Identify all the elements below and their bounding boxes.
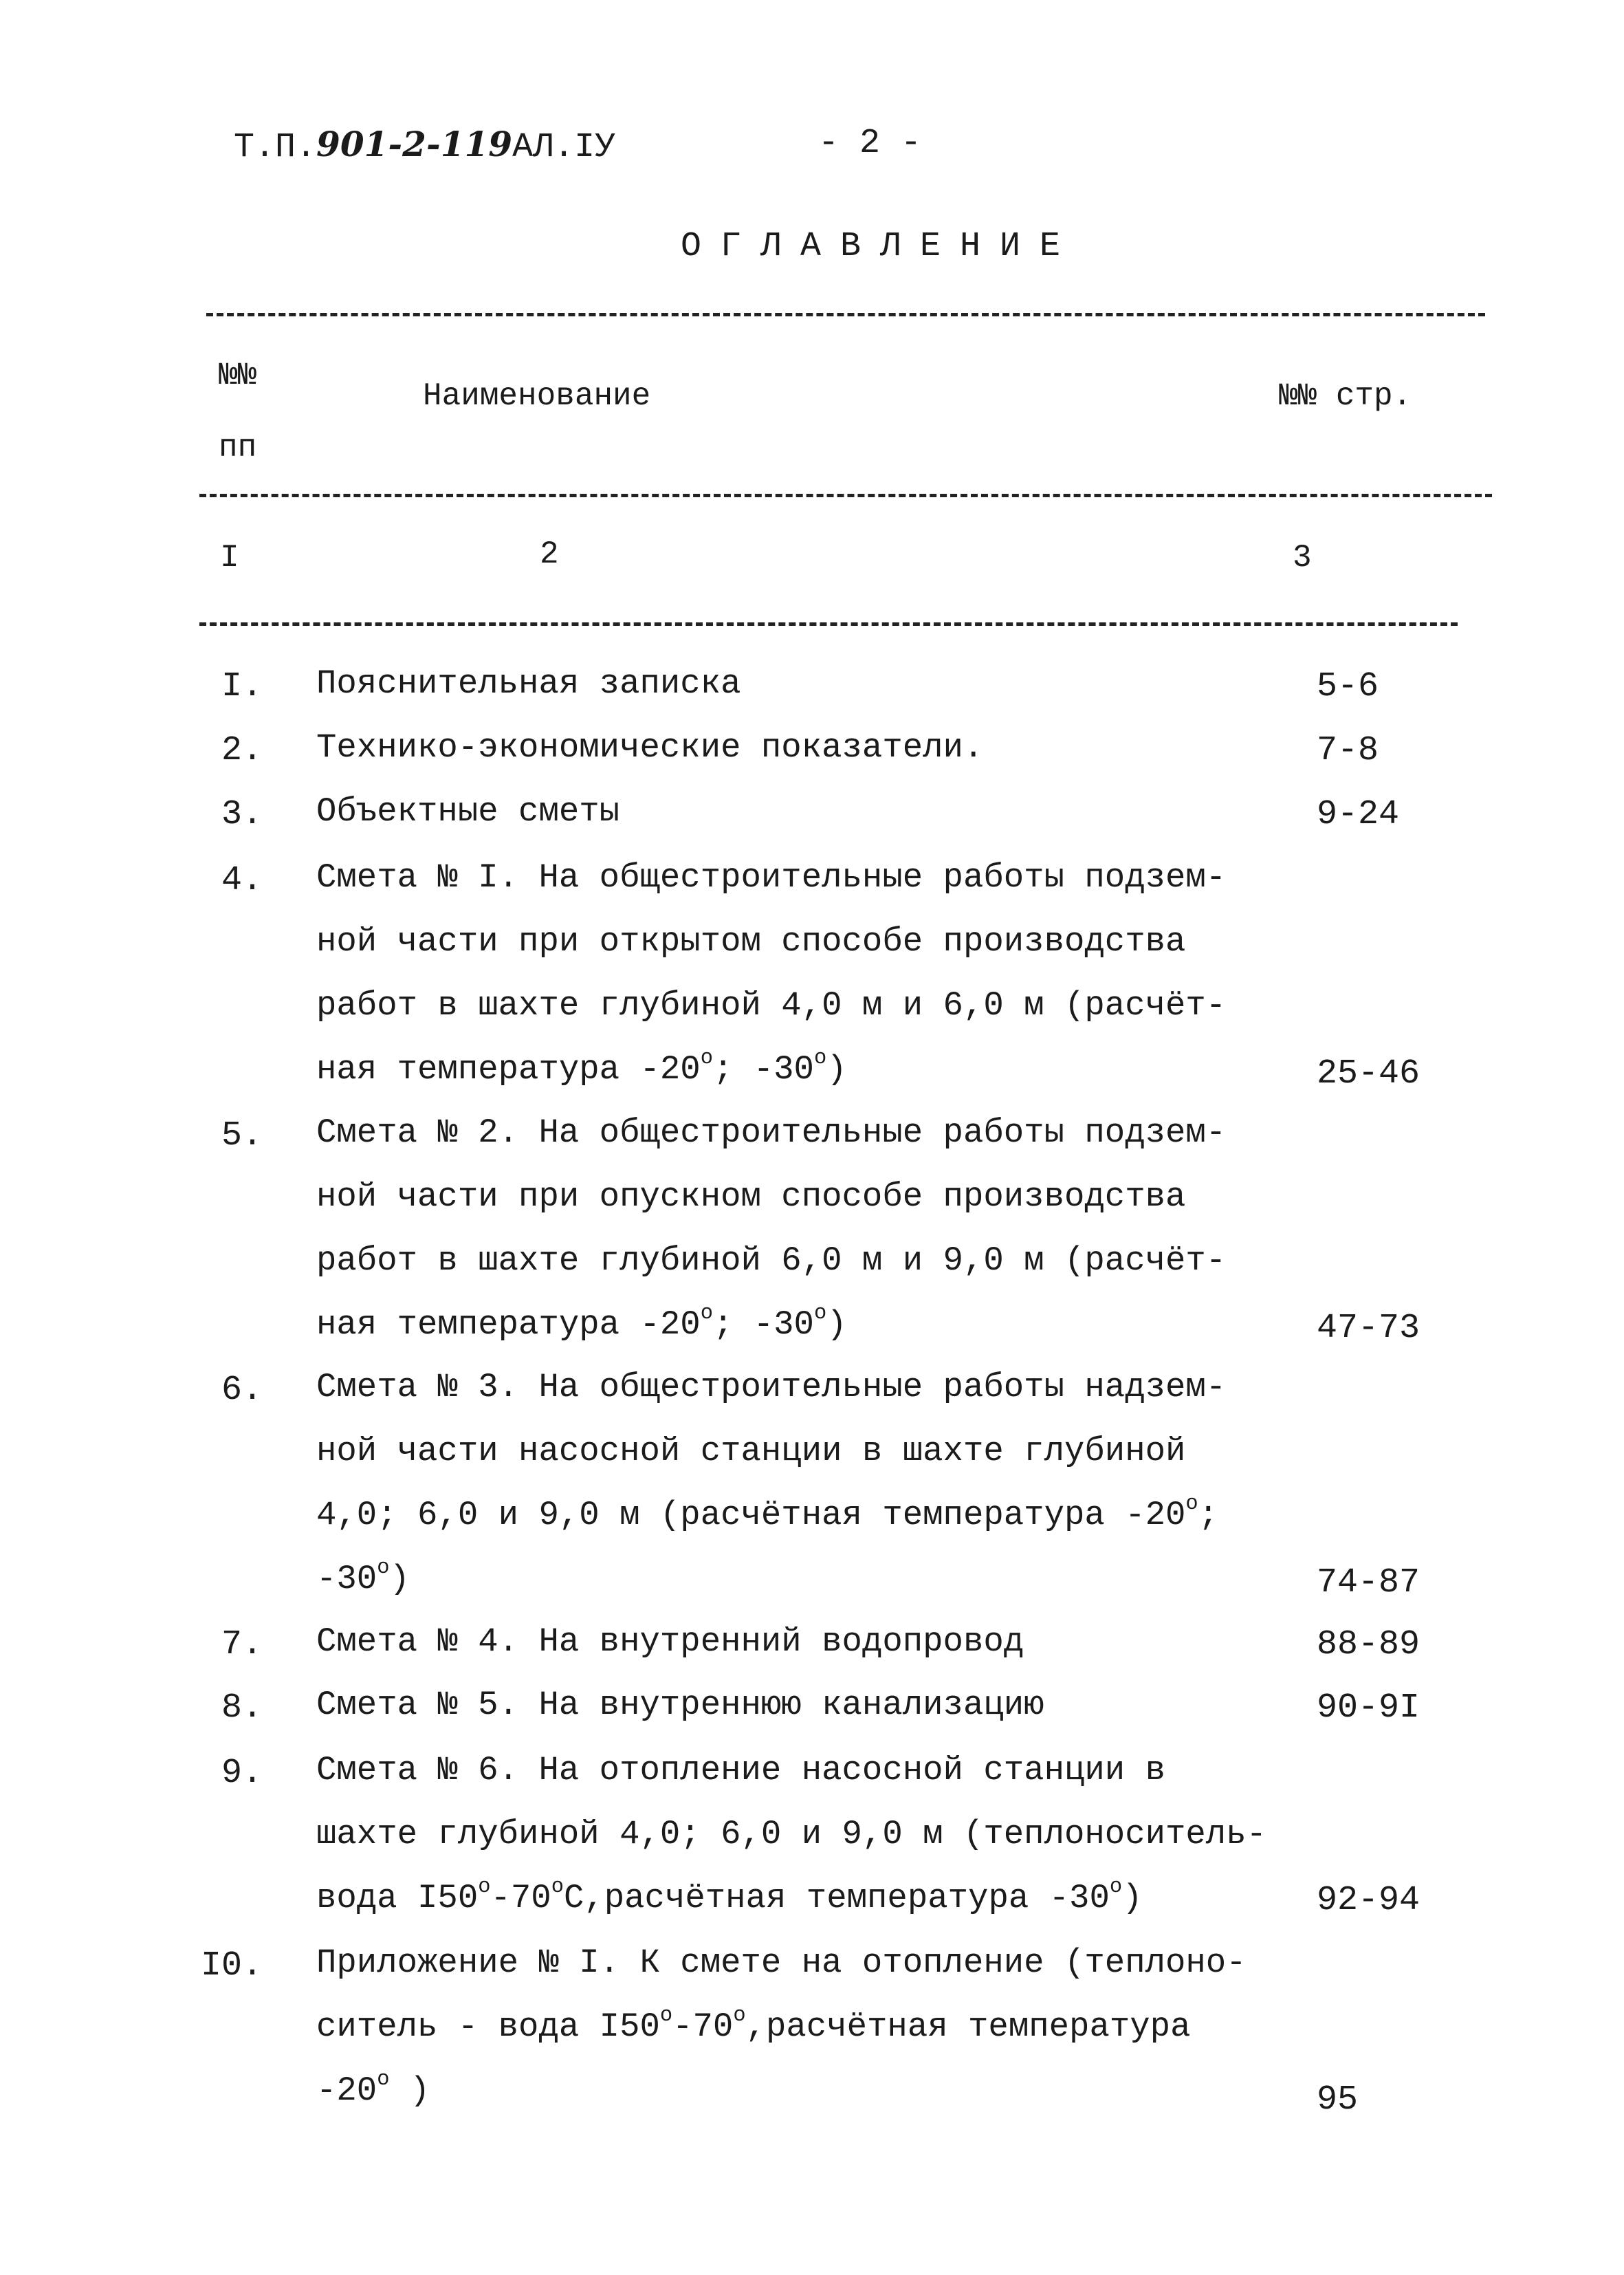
entry-description-line: -20$^o$ ) — [316, 2068, 430, 2110]
entry-number: 6. — [221, 1371, 263, 1410]
entry-description-line: Смета № 2. На общестроительные работы подзем- — [316, 1113, 1227, 1152]
entry-number: 2. — [221, 731, 263, 770]
entry-description-line: работ в шахте глубиной 4,0 м и 6,0 м (расчёт- — [316, 986, 1227, 1025]
document-code — [234, 124, 615, 167]
entry-description-line: вода I50$^o$-70$^o$С,расчётная температура -30$^o$) — [316, 1875, 1143, 1917]
entry-number: 7. — [221, 1625, 263, 1664]
entry-number: 4. — [221, 861, 263, 900]
entry-description-line: Приложение № I. К смете на отопление (теплоно- — [316, 1944, 1247, 1982]
divider-bottom — [199, 622, 1458, 626]
entry-number: 8. — [221, 1688, 263, 1728]
col-number-1: I — [220, 540, 239, 576]
col-pages-label: №№ стр. — [1279, 378, 1412, 414]
entry-description-line: -30$^o$) — [316, 1556, 410, 1598]
entry-pages: 90-9I — [1317, 1688, 1420, 1728]
entry-number: 9. — [221, 1754, 263, 1793]
page-number: - 2 - — [818, 124, 922, 163]
entry-number: I. — [221, 667, 263, 706]
col-number-2: 2 — [540, 536, 559, 572]
entry-pages: 9-24 — [1317, 795, 1400, 834]
col-name-label: Наименование — [423, 378, 651, 414]
code-suffix: АЛ.IУ — [512, 128, 616, 167]
page-title: ОГЛАВЛЕНИЕ — [681, 227, 1080, 266]
entry-description-line: Объектные сметы — [316, 792, 620, 831]
entry-pages: 47-73 — [1317, 1309, 1420, 1348]
divider-top — [206, 313, 1485, 316]
entry-description-line: шахте глубиной 4,0; 6,0 и 9,0 м (теплоноситель- — [316, 1815, 1267, 1853]
entry-description-line: ной части насосной станции в шахте глубиной — [316, 1432, 1186, 1470]
entry-description-line: Смета № 5. На внутреннюю канализацию — [316, 1686, 1044, 1724]
divider-middle — [199, 494, 1492, 497]
entry-description-line: Технико-экономические показатели. — [316, 728, 984, 767]
entry-description-line: Смета № 6. На отопление насосной станции в — [316, 1751, 1166, 1789]
entry-description-line: Смета № 3. На общестроительные работы надзем- — [316, 1368, 1227, 1406]
entry-description-line: Смета № I. На общестроительные работы подзем- — [316, 858, 1227, 897]
col-num-label-top: №№ — [219, 358, 257, 393]
code-handwritten: 901-2-119 — [316, 124, 513, 164]
entry-number: 5. — [221, 1116, 263, 1155]
entry-pages: 95 — [1317, 2080, 1359, 2120]
entry-description-line: 4,0; 6,0 и 9,0 м (расчётная температура -20$^o$; — [316, 1492, 1219, 1534]
entry-description-line: ная температура -20$^o$; -30$^o$) — [316, 1047, 847, 1089]
entry-pages: 74-87 — [1317, 1563, 1420, 1602]
entry-number: I0. — [200, 1946, 263, 1985]
col-number-3: 3 — [1293, 540, 1312, 576]
entry-pages: 25-46 — [1317, 1054, 1420, 1093]
entry-description-line: Пояснительная записка — [316, 664, 741, 703]
entry-description-line: ной части при опускном способе производства — [316, 1177, 1186, 1216]
entry-description-line: Смета № 4. На внутренний водопровод — [316, 1622, 1024, 1661]
entry-description-line: ной части при открытом способе производства — [316, 922, 1186, 961]
entry-pages: 5-6 — [1317, 667, 1379, 706]
entry-pages: 7-8 — [1317, 731, 1379, 770]
entry-description-line: работ в шахте глубиной 6,0 м и 9,0 м (расчёт- — [316, 1241, 1227, 1280]
entry-number: 3. — [221, 795, 263, 834]
code-prefix: Т.П. — [234, 128, 317, 167]
col-num-label-bottom: пп — [219, 430, 257, 466]
entry-pages: 92-94 — [1317, 1881, 1420, 1920]
entry-pages: 88-89 — [1317, 1625, 1420, 1664]
entry-description-line: ситель - вода I50$^o$-70$^o$,расчётная температура — [316, 2004, 1191, 2046]
entry-description-line: ная температура -20$^o$; -30$^o$) — [316, 1302, 847, 1344]
